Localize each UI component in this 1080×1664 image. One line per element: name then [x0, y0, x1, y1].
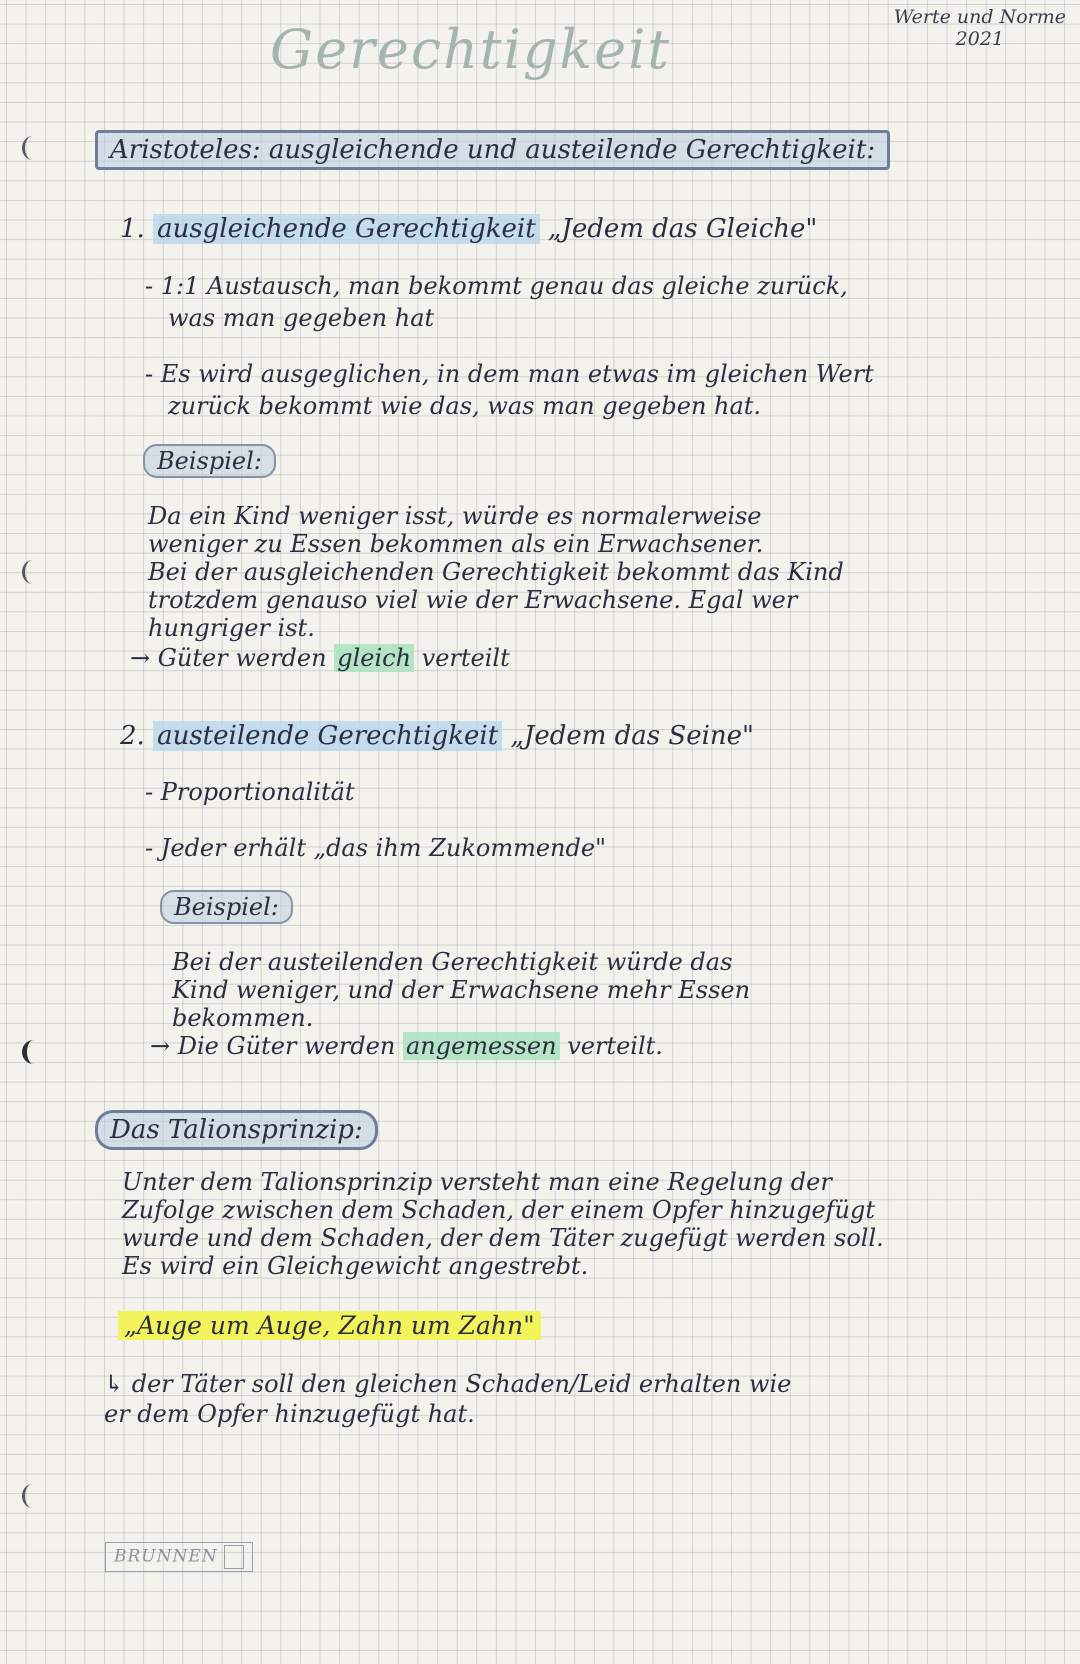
brand-logo [105, 1542, 253, 1572]
punch-hole-3 [22, 1040, 45, 1064]
talion-line4: Es wird ein Gleichgewicht angestrebt. [122, 1252, 589, 1280]
part2-example-line2: Kind weniger, und der Erwachsene mehr Essen [172, 976, 751, 1004]
part2-bullet1: - Proportionalität [145, 778, 355, 806]
part2-example-line3: bekommen. [172, 1004, 314, 1032]
corner-note-subject: Werte und Norme [893, 6, 1066, 28]
part2-conclusion-highlight: angemessen [403, 1032, 560, 1060]
part1-conclusion [130, 644, 510, 672]
talion-quote [118, 1312, 541, 1340]
corner-note-year: 2021 [955, 28, 1005, 50]
part1-bullet2-line2: zurück bekommt wie das, was man gegeben hat. [168, 392, 762, 420]
punch-hole-1 [22, 136, 43, 160]
part2-conclusion-prefix: → Die Güter werden [150, 1032, 396, 1060]
talion-quote-text: „Auge um Auge, Zahn um Zahn" [118, 1311, 541, 1340]
part1-example-line4: trotzdem genauso viel wie der Erwachsene. Egal wer [148, 586, 798, 614]
brand-mark-icon [224, 1545, 244, 1569]
part1-bullet1-line1: - 1:1 Austausch, man bekommt genau das gleiche zurück, [145, 272, 848, 300]
section-heading-aristoteles: Aristoteles: ausgleichende und austeilende Gerechtigkeit: [95, 130, 890, 170]
part1-conclusion-prefix: → Güter werden [130, 644, 327, 672]
talion-line1: Unter dem Talionsprinzip versteht man eine Regelung der [122, 1168, 832, 1196]
talion-result-line1: ↳ der Täter soll den gleichen Schaden/Leid erhalten wie [104, 1370, 792, 1398]
part1-quote: „Jedem das Gleiche" [547, 214, 818, 244]
part1-term: ausgleichende Gerechtigkeit [153, 214, 540, 244]
part1-number: 1. [120, 214, 145, 244]
part2-quote: „Jedem das Seine" [510, 721, 755, 751]
part1-heading [120, 215, 817, 243]
part1-example-line2: weniger zu Essen bekommen als ein Erwachsener. [148, 530, 764, 558]
punch-hole-4 [22, 1484, 43, 1508]
talion-line3: wurde und dem Schaden, der dem Täter zugefügt werden soll. [122, 1224, 884, 1252]
talion-result-line2: er dem Opfer hinzugefügt hat. [104, 1400, 475, 1428]
section-heading-talion: Das Talionsprinzip: [95, 1110, 378, 1150]
part2-heading [120, 722, 754, 750]
part2-example-line1: Bei der austeilenden Gerechtigkeit würde das [172, 948, 733, 976]
brand-name: BRUNNEN [114, 1546, 218, 1567]
part1-example-line1: Da ein Kind weniger isst, würde es normalerweise [148, 502, 762, 530]
part1-conclusion-highlight: gleich [334, 644, 414, 672]
part1-example-line3: Bei der ausgleichenden Gerechtigkeit bekommt das Kind [148, 558, 844, 586]
talion-line2: Zufolge zwischen dem Schaden, der einem Opfer hinzugefügt [122, 1196, 876, 1224]
part1-bullet2-line1: - Es wird ausgeglichen, in dem man etwas im gleichen Wert [145, 360, 874, 388]
part1-example-line5: hungriger ist. [148, 614, 315, 642]
page-title: Gerechtigkeit [270, 18, 672, 81]
part2-example-label: Beispiel: [160, 890, 293, 924]
part1-conclusion-suffix: verteilt [421, 644, 510, 672]
part1-example-label: Beispiel: [143, 444, 276, 478]
corner-note [894, 6, 1066, 50]
part1-bullet1-line2: was man gegeben hat [168, 304, 435, 332]
part2-conclusion-suffix: verteilt. [567, 1032, 663, 1060]
punch-hole-2 [22, 560, 43, 584]
part2-bullet2: - Jeder erhält „das ihm Zukommende" [145, 834, 607, 862]
part2-number: 2. [120, 721, 145, 751]
part2-conclusion [150, 1032, 663, 1060]
part2-term: austeilende Gerechtigkeit [153, 721, 502, 751]
